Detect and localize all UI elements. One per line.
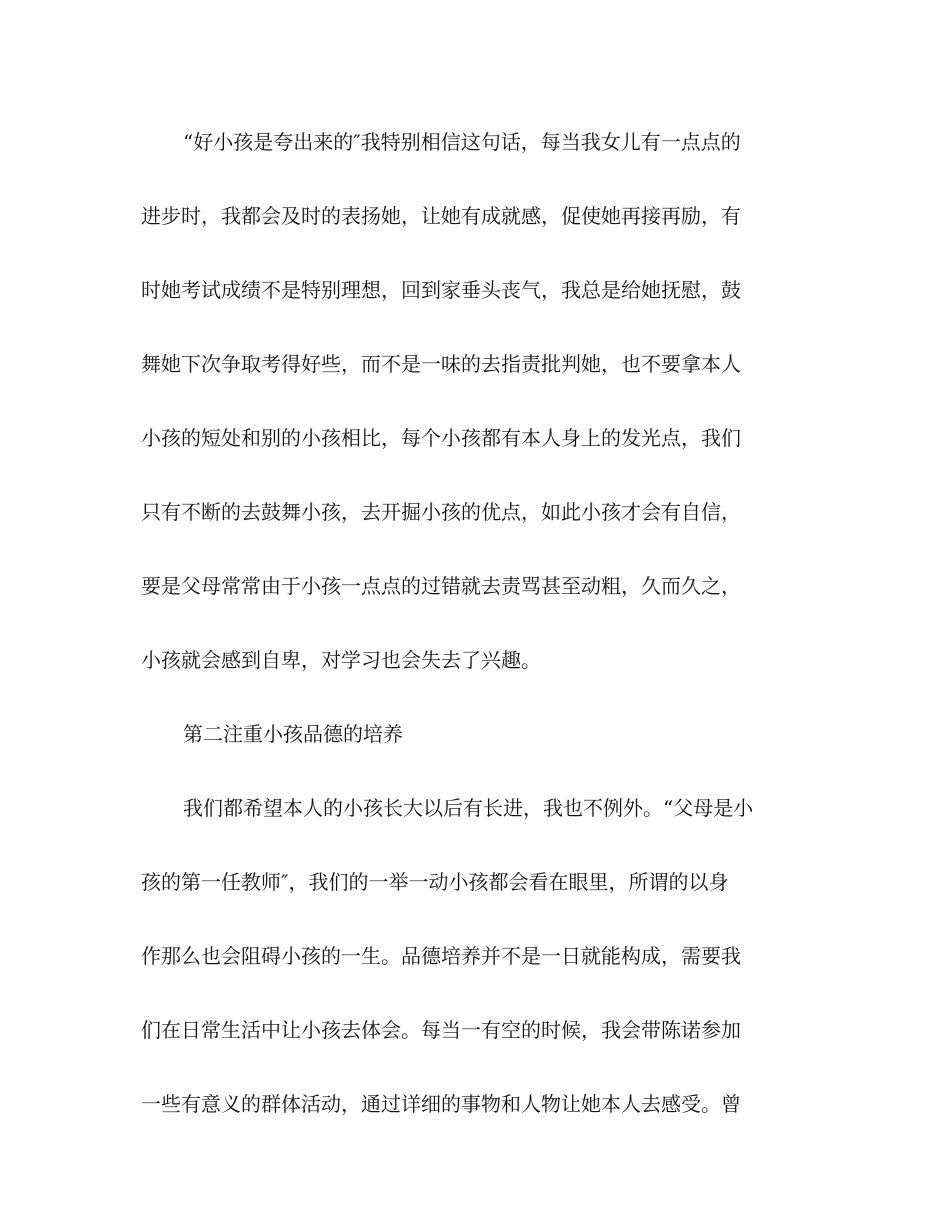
paragraph-1-line-1: “好小孩是夸出来的″我特别相信这句话，每当我女儿有一点点的 [183, 130, 741, 154]
paragraph-2-line-4: 们在日常生活中让小孩去体会。每当一有空的时候，我会带陈诺参加 [141, 1018, 741, 1042]
paragraph-2-line-1: 我们都希望本人的小孩长大以后有长进，我也不例外。“父母是小 [183, 796, 754, 820]
paragraph-1-line-3: 时她考试成绩不是特别理想，回到家垂头丧气，我总是给她抚慰，鼓 [141, 278, 741, 302]
paragraph-1-line-2: 进步时，我都会及时的表扬她，让她有成就感，促使她再接再励，有 [141, 204, 741, 228]
paragraph-1-line-8: 小孩就会感到自卑，对学习也会失去了兴趣。 [141, 648, 541, 672]
paragraph-2-line-5: 一些有意义的群体活动，通过详细的事物和人物让她本人去感受。曾 [141, 1092, 741, 1116]
paragraph-1-line-4: 舞她下次争取考得好些，而不是一味的去指责批判她，也不要拿本人 [141, 352, 741, 376]
paragraph-2-line-3: 作那么也会阻碍小孩的一生。品德培养并不是一日就能构成，需要我 [141, 944, 741, 968]
section-heading: 第二注重小孩品德的培养 [183, 722, 403, 746]
paragraph-1-line-6: 只有不断的去鼓舞小孩，去开掘小孩的优点，如此小孩才会有自信， [141, 500, 741, 524]
paragraph-2-line-2: 孩的第一任教师″，我们的一举一动小孩都会看在眼里，所谓的以身 [141, 870, 729, 894]
paragraph-1-line-7: 要是父母常常由于小孩一点点的过错就去责骂甚至动粗，久而久之， [141, 574, 741, 598]
paragraph-1-line-5: 小孩的短处和别的小孩相比，每个小孩都有本人身上的发光点，我们 [141, 426, 741, 450]
